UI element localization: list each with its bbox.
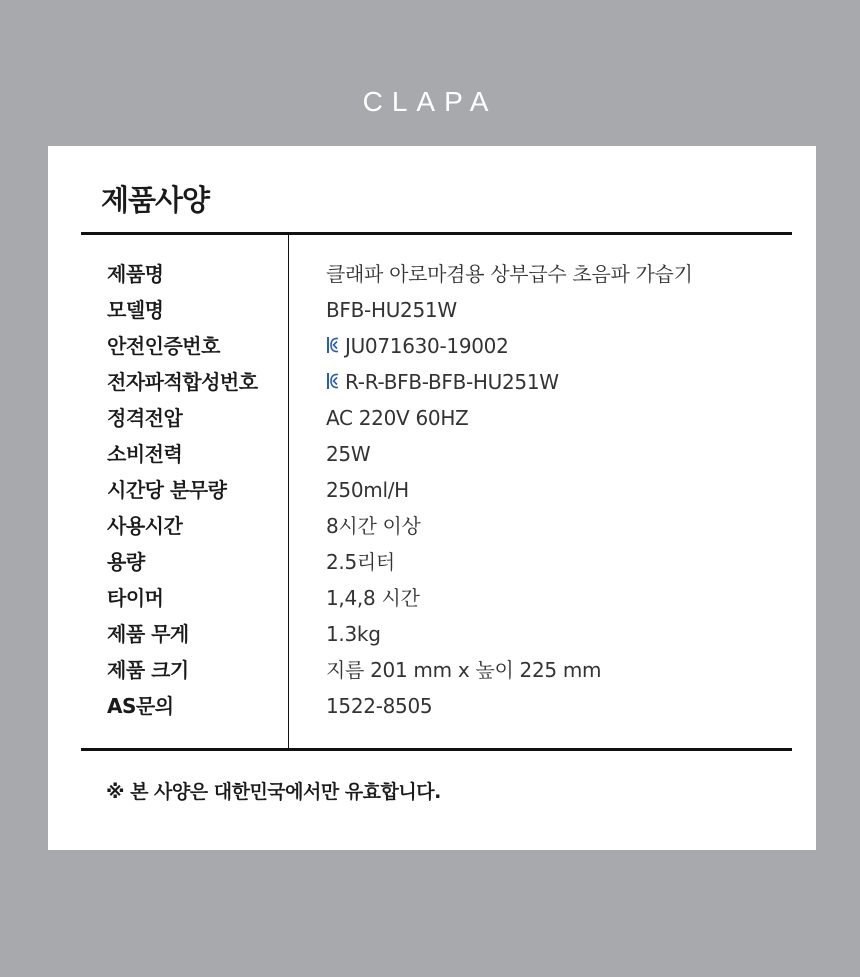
- spec-label: 용량: [107, 550, 145, 574]
- kc-certification-icon: [326, 336, 340, 354]
- spec-row: [48, 616, 816, 652]
- spec-value-text: 1.3kg: [326, 622, 381, 646]
- spec-label: 정격전압: [107, 406, 183, 430]
- spec-label: 안전인증번호: [107, 334, 220, 358]
- spec-value: [326, 256, 693, 292]
- spec-value-text: 8시간 이상: [326, 514, 421, 538]
- spec-row: [48, 292, 816, 328]
- spec-label: 제품 무게: [107, 622, 189, 646]
- spec-row: [48, 544, 816, 580]
- spec-value: [326, 688, 432, 724]
- spec-value-text: BFB-HU251W: [326, 298, 457, 322]
- spec-value: [326, 328, 509, 364]
- spec-card: [48, 146, 816, 850]
- spec-value-text: R-R-BFB-BFB-HU251W: [345, 370, 559, 394]
- spec-value-text: 1,4,8 시간: [326, 586, 420, 610]
- spec-value-text: AC 220V 60HZ: [326, 406, 469, 430]
- spec-label: 전자파적합성번호: [107, 370, 258, 394]
- brand-logo: CLAPA: [362, 86, 498, 117]
- spec-row: [48, 256, 816, 292]
- section-title: 제품사양: [101, 183, 210, 217]
- table-bottom-rule: [81, 748, 792, 751]
- spec-label: 사용시간: [107, 514, 183, 538]
- spec-label: 시간당 분무량: [107, 478, 227, 502]
- spec-value-text: 250ml/H: [326, 478, 409, 502]
- spec-label: 제품 크기: [107, 658, 189, 682]
- spec-value: [326, 472, 409, 508]
- spec-row: [48, 400, 816, 436]
- spec-value-text: 25W: [326, 442, 371, 466]
- spec-label: AS문의: [107, 694, 174, 718]
- spec-value: [326, 652, 601, 688]
- table-top-rule: [81, 232, 792, 235]
- spec-row: [48, 364, 816, 400]
- spec-value: [326, 508, 421, 544]
- spec-label: 타이머: [107, 586, 164, 610]
- spec-value-text: 2.5리터: [326, 550, 395, 574]
- spec-row: [48, 328, 816, 364]
- spec-label: 소비전력: [107, 442, 183, 466]
- spec-value-text: 1522-8505: [326, 694, 433, 718]
- spec-label: 모델명: [107, 298, 164, 322]
- spec-value: [326, 400, 468, 436]
- spec-row: [48, 688, 816, 724]
- spec-value: [326, 436, 370, 472]
- spec-value-text: JU071630-19002: [345, 334, 509, 358]
- spec-value-text: 클래파 아로마겸용 상부급수 초음파 가습기: [326, 262, 693, 286]
- spec-value: [326, 580, 420, 616]
- spec-row: [48, 652, 816, 688]
- spec-label: 제품명: [107, 262, 164, 286]
- spec-value: [326, 292, 457, 328]
- kc-certification-icon: [326, 372, 340, 390]
- spec-row: [48, 436, 816, 472]
- spec-table: [48, 256, 816, 724]
- spec-row: [48, 580, 816, 616]
- spec-row: [48, 472, 816, 508]
- validity-note: ※ 본 사양은 대한민국에서만 유효합니다.: [106, 781, 441, 803]
- spec-value: [326, 544, 395, 580]
- spec-value-text: 지름 201 mm x 높이 225 mm: [326, 658, 602, 682]
- spec-value: [326, 616, 381, 652]
- spec-value: [326, 364, 559, 400]
- spec-row: [48, 508, 816, 544]
